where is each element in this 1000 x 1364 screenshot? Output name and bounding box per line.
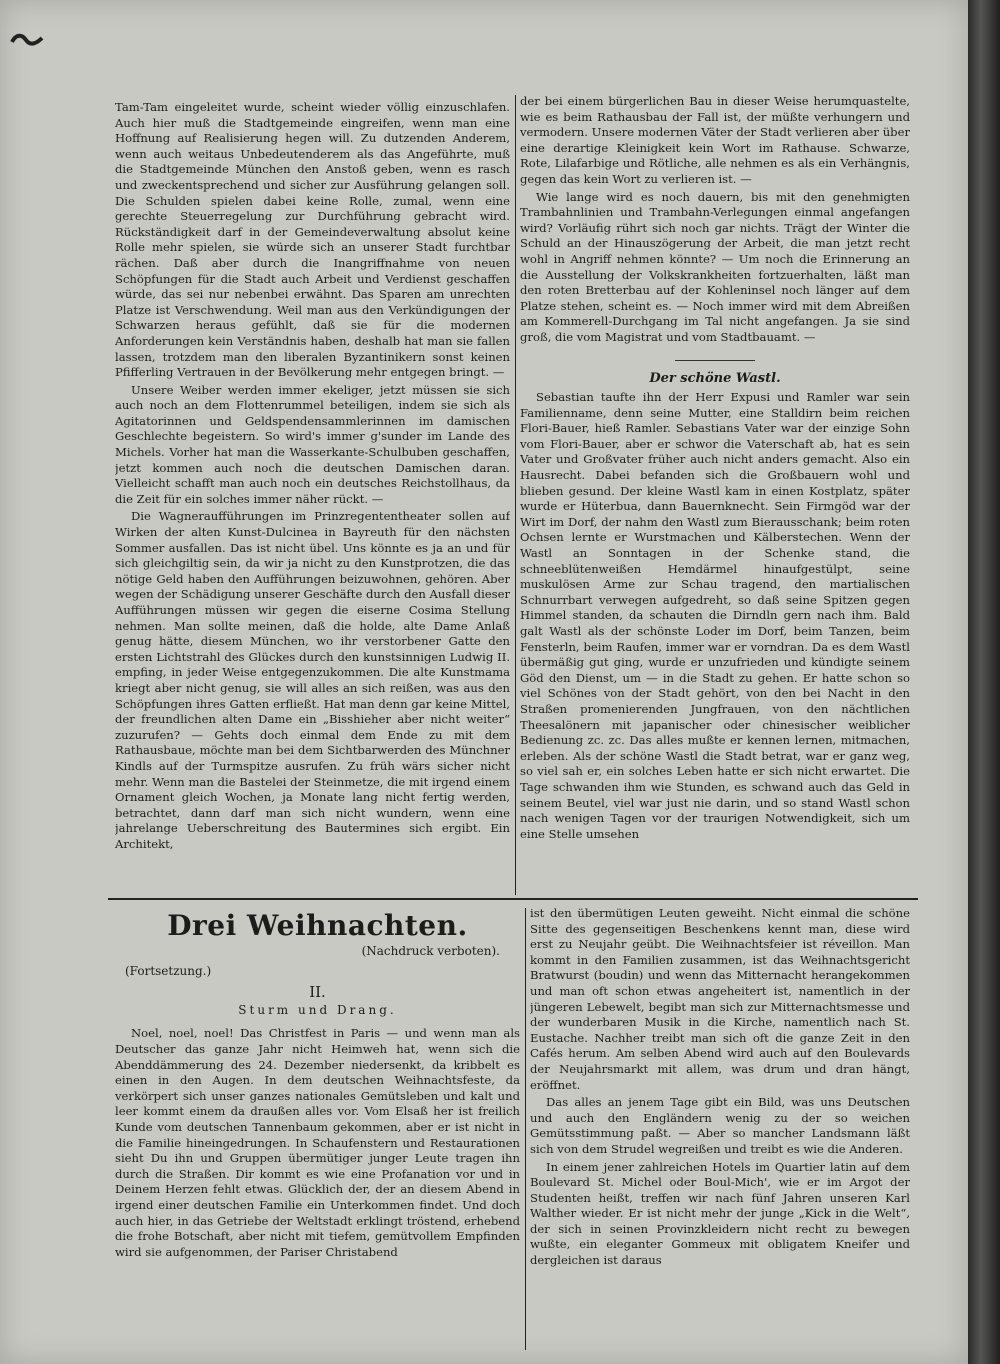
paragraph: Die Wagneraufführungen im Prinzregententheater sollen auf Wirken der alten Kunst-Dulcinea in Bayreuth für den nächsten Sommer ausfallen. Das ist nicht übel. Uns könnte es ja an und für sich gleichgiltig sein, da wir ja nicht zu den Kunstprotzen, die das nötige Geld haben den Aufführungen beizuwohnen, gehören. Aber wegen der Schädigung unserer Geschäfte durch den Ausfall dieser Aufführungen müssen wir gegen die eiserne Cosima Stellung nehmen. Man sollte meinen, daß die holde, alte Dame Anlaß genug hätte, diesem München, wo ihr verstorbener Gatte den ersten Lichtstrahl des Glückes durch den kunstsinnigen Ludwig II. empfing, in jeder Weise entgegenzukommen. Die alte Kunstmama kriegt aber nicht genug, sie will alles an sich reißen, was aus den Schöpfungen ihres Gatten erfließt. Hat man denn gar keine Mittel, der freundlichen alten Dame ein „Bisshieher aber nicht weiter“ zuzurufen? — Gehts doch einmal dem Ende zu mit dem Rathausbaue, möchte man bei dem Sichtbarwerden des Münchner Kindls auf der Turmspitze ausrufen. Zu früh wärs sicher nicht mehr. Wenn man die Bastelei der Steinmetze, die mit irgend einem Ornament gleich Wochen, ja Monate lang nicht fertig werden, betrachtet, dann darf man sich nicht wundern, wenn eine jahrelange Ueberschreitung des Bautermines sich ergibt. Ein Architekt, [115,509,510,851]
column-divider-bottom [525,908,526,1350]
paragraph: Noel, noel, noel! Das Christfest in Paris — und wenn man als Deutscher das ganze Jahr nicht Heimweh hat, wenn sich die Abenddämmerung des 24. Dezember niedersenkt, da kribbelt es einen in den Augen. In dem deutschen Weihnachtsfeste, da verkörpert sich unser ganzes nationales Gemütsleben und kalt und leer kommt einem da draußen alles vor. Vom Elsaß her ist freilich Kunde vom deutschen Tannenbaum gekommen, aber er ist nicht in die Familie hineingedrungen. In Schaufenstern und Restaurationen sieht Du ihn und Gruppen übermütiger junger Leute tragen ihn durch die Straßen. Dir kommt es wie eine Profanation vor und in Deinem Herzen fehlt etwas. Glücklich der, der an diesem Abend in irgend einer deutschen Familie ein Unterkommen findet. Und doch auch hier, in das Getriebe der Weltstadt erklingt tröstend, erhebend die frohe Botschaft, aber nicht mit tiefem, gemütvollem Empfinden wird sie aufgenommen, der Pariser Christabend [115,1026,520,1259]
story-title: Drei Weihnachten. [167,910,468,942]
chapter-number: II. [309,983,326,1002]
paragraph: In einem jener zahlreichen Hotels im Quartier latin auf dem Boulevard St. Michel oder Boul-Mich', wie er im Argot der Studenten heißt, treffen wir nach fünf Jahren unseren Karl Walther wieder. Er ist nicht mehr der junge „Kick in die Welt“, der sich in seinen Provinzkleidern nicht recht zu bewegen wußte, ein eleganter Gommeux mit obligatem Kneifer und dergleichen ist daraus [530,1159,910,1268]
paragraph: Tam-Tam eingeleitet wurde, scheint wieder völlig einzuschlafen. Auch hier muß die Stadtgemeinde eingreifen, wenn man eine Hoffnung auf Realisierung hegen will. Zu dutzenden Anderem, wenn auch weitaus Unbedeutenderem als das Angeführte, muß die Stadtgemeinde München den Anstoß geben, wenn es rasch und zweckentsprechend und sicher zur Ausführung gelangen soll. Die Schulden spielen dabei keine Rolle, zumal, wenn eine gerechte Steuerregelung zur Durchführung gebracht wird. Rückständigkeit darf in der Gemeindeverwaltung absolut keine Rolle mehr spielen, sie würde sich an unserer Stadt furchtbar rächen. Daß aber durch die Inangriffnahme von neuen Schöpfungen für die Stadt auch Arbeit und Verdienst geschaffen würde, das sei nur nebenbei erwähnt. Das Sparen am unrechten Platze ist Verschwendung. Weil man aus den Verkündigungen der Schwarzen heraus gefühlt, daß sie für die modernen Anforderungen kein Verständnis haben, deshalb hat man sie fallen lassen, trotzdem man den liberalen Byzantinikern sonst keinen Pfifferling Vertrauen in der Bevölkerung mehr entgegen bringt. — [115,100,510,380]
short-rule [675,360,755,361]
chapter-title: Sturm und Drang. [238,1002,397,1017]
continuation-note: (Fortsetzung.) [125,963,212,978]
bottom-right-column [530,906,910,1350]
paragraph: Sebastian taufte ihn der Herr Expusi und Ramler war sein Familienname, denn seine Mutter, eine Stalldirn beim reichen Flori-Bauer, hieß Ramler. Sebastians Vater war der einzige Sohn vom Flori-Bauer, aber er schwor die Vaterschaft ab, hat es sein Vater und Großvater früher auch nicht anders gemacht. Also ein Hausrecht. Dabei befanden sich die Großbauern wohl und blieben gesund. Der kleine Wastl kam in einen Kostplatz, später wurde er Hüterbua, dann Bauernknecht. Sein Firmgöd war der Wirt im Dorf, der nahm den Wastl zum Bierausschank; beim roten Ochsen lernte er Wurstmachen und Kälberstechen. Wenn der Wastl an Sonntagen in der Schenke stand, die schneeblütenweißen Hemdärmel hinaufgestülpt, seine muskulösen Arme zur Schau tragend, den martialischen Schnurrbart verwegen aufgedreht, so daß seine Spitzen gegen Himmel standen, da schauten die Dirndln gern nach ihm. Bald galt Wastl als der schönste Loder im Dorf, beim Tanzen, beim Fensterln, beim Raufen, immer war er vorndran. Da es dem Wastl übermäßig gut ging, wurde er unzufrieden und kündigte seinem Göd den Dienst, um — in die Stadt zu gehen. Er hatte schon so viel Schönes von der Stadt gehört, von den bei Nacht in den Straßen promenierenden Jungfrauen, von den nächtlichen Theesalönern mit japanischer oder chinesischer weiblicher Bedienung zc. zc. Das alles mußte er kennen lernen, mitmachen, erleben. Als der schöne Wastl die Stadt betrat, war er ganz weg, so viel sah er, ein solches Leben hatte er sich nicht erwartet. Die Tage schwanden ihm wie Stunden, es schwand auch das Geld in seinem Beutel, viel war just nie darin, und so stand Wastl schon nach wenigen Tagen vor der traurigen Notwendigkeit, sich um eine Stelle umsehen [520,390,910,841]
paragraph: Unsere Weiber werden immer ekeliger, jetzt müssen sie sich auch noch an dem Flottenrummel beteiligen, indem sie sich als Agitatorinnen und Geldspendensammlerinnen im damischen Geschlechte begeistern. So wird's immer g'sunder im Lande des Michels. Vorher hat man die Wasserkante-Schulbuben geschaffen, jetzt kommen auch noch die deutschen Damischen daran. Vielleicht schafft man auch noch ein deutsches Reichstollhaus, da die Zeit für ein solches immer näher rückt. — [115,382,510,506]
column-divider-top [515,95,516,895]
bottom-left-column [115,910,520,1350]
paragraph: Wie lange wird es noch dauern, bis mit den genehmigten Trambahnlinien und Trambahn-Verlegungen einmal angefangen wird? Vorläufig rührt sich noch gar nichts. Trägt der Winter die Schuld an der Hinauszögerung der Arbeit, die man jetzt recht wohl in Angriff nehmen könnte? — Um noch die Erinnerung an die Ausstellung der Volkskrankheiten fortzuerhalten, läßt man den roten Bretterbau auf der Kohleninsel noch länger auf dem Platze stehen, scheint es. — Noch immer wird mit dem Abreißen am Kommerell-Durchgang im Tal nicht angefangen. Ja sie sind groß, die vom Magistrat und vom Stadtbauamt. — [520,189,910,344]
top-left-column [115,100,510,900]
paragraph: ist den übermütigen Leuten geweiht. Nicht einmal die schöne Sitte des gegenseitigen Beschenkens kennt man, diese wird erst zu Neujahr geübt. Die Weihnachtsfeier ist réveillon. Man kommt in den Familien zusammen, ist das Weihnachtsgericht Bratwurst (boudin) und wenn das Mitternacht herangekommen und man oft schon etwas angeheitert ist, namentlich in der jüngeren Lebewelt, begibt man sich zur Mitternachtsmesse und der wunderbaren Musik in die Kirche, namentlich nach St. Eustache. Nachher treibt man sich oft die ganze Zeit in den Cafés herum. Am selben Abend wird auch auf den Boulevards der Neujahrsmarkt mit allem, was drum und dran hängt, eröffnet. [530,906,910,1092]
page-binding-edge [968,0,1000,1364]
top-right-column [520,94,910,894]
paragraph: Das alles an jenem Tage gibt ein Bild, was uns Deutschen und auch den Engländern wenig zu der so weichen Gemütsstimmung paßt. — Aber so mancher Landsmann läßt sich von dem Strudel wegreißen und treibt es wie die Anderen. [530,1095,910,1156]
article-title: Der schöne Wastl. [649,370,781,386]
ink-smudge-icon [8,30,48,52]
paragraph: der bei einem bürgerlichen Bau in dieser Weise herumquastelte, wie es beim Rathausbau der Fall ist, der müßte verhungern und vermodern. Unsere modernen Väter der Stadt verlieren aber über eine derartige Kleinigkeit kein Wort im Rathause. Schwarze, Rote, Lilafarbige und Rötliche, alle nehmen es als ein Verhängnis, gegen das kein Wort zu verlieren ist. — [520,94,910,186]
story-subtitle: (Nachdruck verboten). [361,944,500,958]
